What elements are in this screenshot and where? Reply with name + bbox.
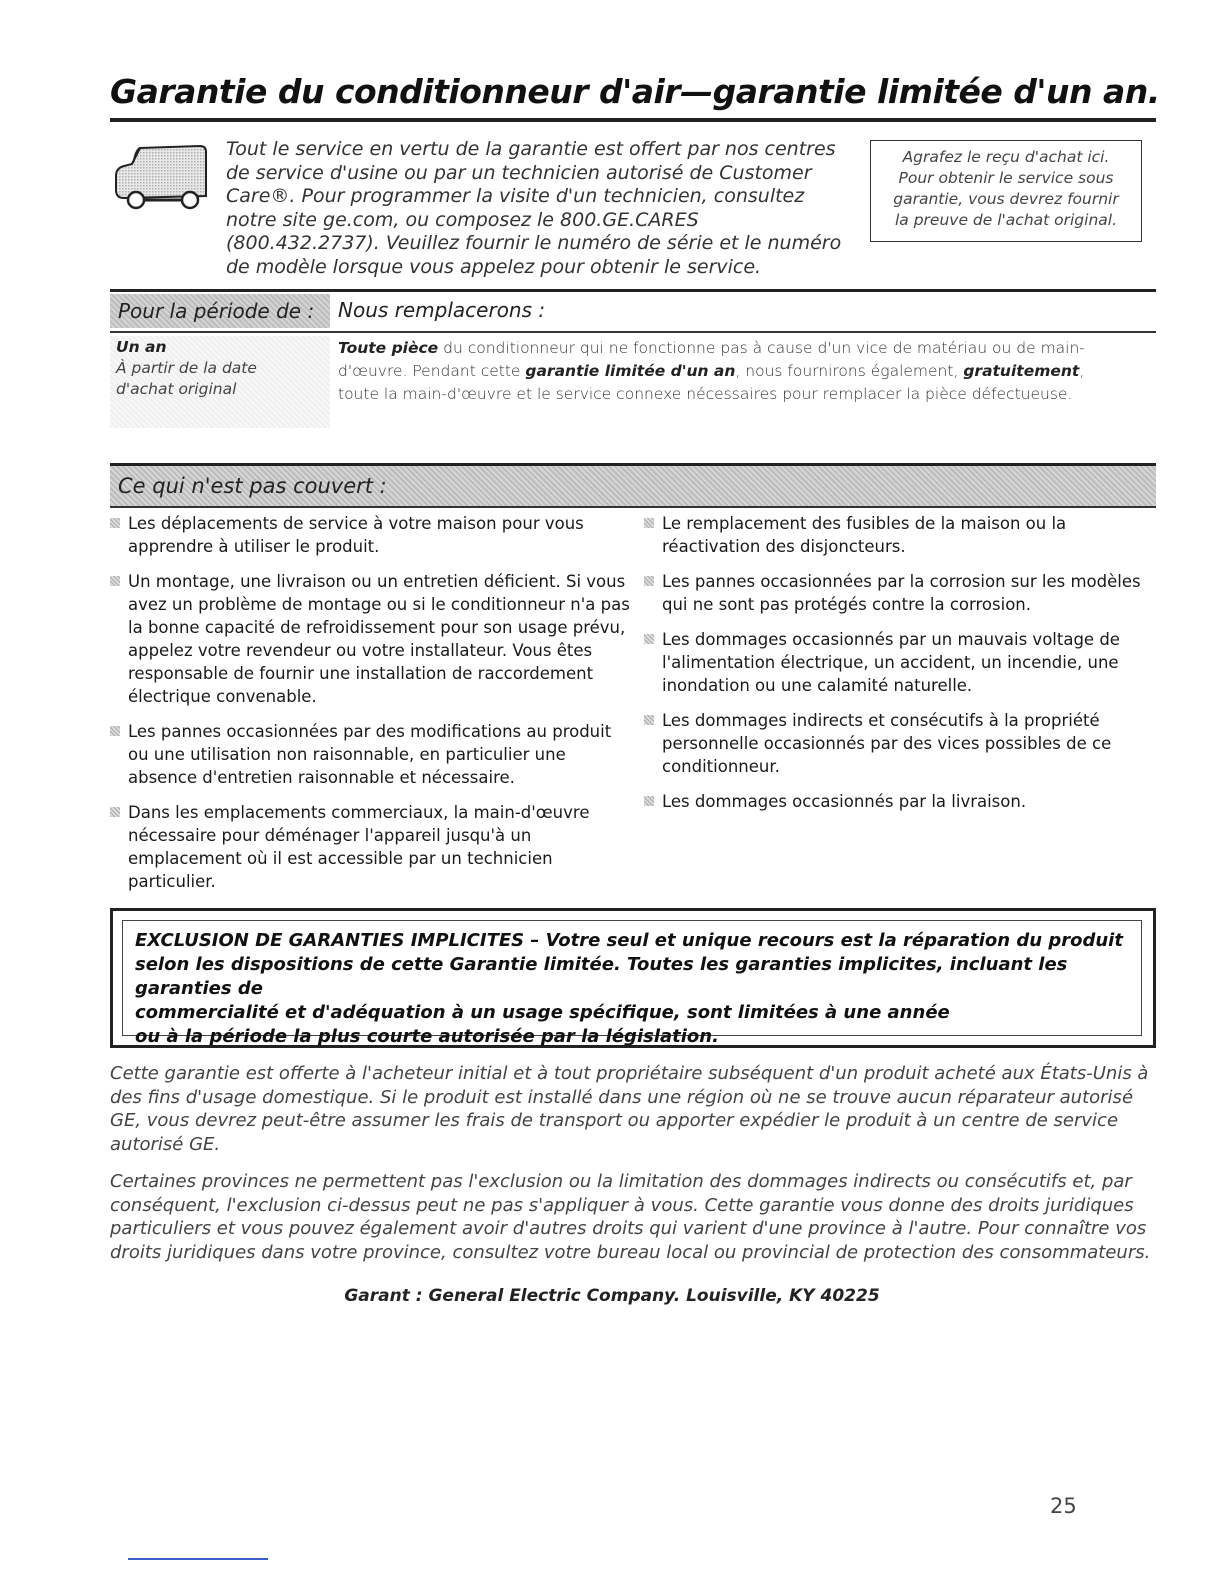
period-line-2: À partir de la date [116, 359, 257, 377]
list-item [644, 512, 1154, 558]
receipt-line-3: garantie, vous devrez fournir [893, 190, 1119, 208]
page-title: Garantie du conditionneur d'air—garantie limitée d'un an. [110, 72, 1160, 111]
page-number: 25 [1050, 1494, 1077, 1518]
bullet-icon [110, 518, 120, 528]
warranty-paragraph-2: Certaines provinces ne permettent pas l'exclusion ou la limitation des dommages indirects ou consécutifs et, par conséquent, l'exclusion ci-dessus peut ne pas s'appliquer à vous. Cette garantie vous donne des droits juridiques particuliers et vous pouvez également avoir d'autres droits qui varient d'une province à l'autre. Pour connaître vos droits juridiques dans votre province, consultez votre bureau local ou provincial de protection des consommateurs. [110, 1171, 1151, 1263]
list-item-text: Les pannes occasionnées par des modifications au produit ou une utilisation non raisonnable, en particulier une absence d'entretien raisonnable et nécessaire. [128, 722, 612, 787]
bullet-icon [110, 576, 120, 586]
list-item-text: Les dommages occasionnés par la livraison. [662, 792, 1027, 811]
bullet-icon [644, 518, 654, 528]
receipt-line-1: Agrafez le reçu d'achat ici. [902, 148, 1110, 166]
replace-bold-3: gratuitement [963, 362, 1080, 380]
list-item [110, 720, 630, 789]
replace-header: Nous remplacerons : [338, 298, 546, 322]
period-cell [116, 337, 257, 400]
exclusion-line-4: ou à la période la plus courte autorisée par la législation. [135, 1026, 719, 1047]
replace-text-2: , nous fournirons également, [735, 362, 964, 380]
bullet-icon [644, 634, 654, 644]
list-item-text: Les dommages occasionnés par un mauvais voltage de l'alimentation électrique, un accident, un incendie, une inondation ou une calamité naturelle. [662, 630, 1120, 695]
replace-cell [338, 337, 1098, 406]
warranty-text [110, 1062, 1156, 1264]
list-item [644, 628, 1154, 697]
list-item-text: Dans les emplacements commerciaux, la main-d'œuvre nécessaire pour déménager l'appareil jusqu'à un emplacement où il est accessible par un technicien particulier. [128, 803, 590, 891]
list-item-text: Les déplacements de service à votre maison pour vous apprendre à utiliser le produit. [128, 514, 584, 556]
service-intro-text: Tout le service en vertu de la garantie est offert par nos centres de service d'usine ou par un technicien autorisé de Customer Care®. Pour programmer la visite d'un technicien, consultez notre site ge.com, ou composez le 800.GE.CARES (800.432.2737). Veuillez fournir le numéro de série et le numéro de modèle lorsque vous appelez pour obtenir le service. [226, 138, 842, 278]
exclusion-line-2: selon les dispositions de cette Garantie limitée. Toutes les garanties implicites, incluant les garanties de [135, 954, 1068, 999]
replace-bold-2: garantie limitée d'un an [525, 362, 736, 380]
bullet-icon [644, 796, 654, 806]
bullet-icon [110, 807, 120, 817]
receipt-box [870, 140, 1142, 242]
replace-text-1: du conditionneur qui ne fonctionne pas à cause d'un vice de matériau ou de main-d'œuvre. Pendant cette [338, 339, 1085, 380]
bullet-icon [644, 715, 654, 725]
exclusion-box [122, 920, 1142, 1047]
exclusion-line-1: EXCLUSION DE GARANTIES IMPLICITES – Votre seul et unique recours est la réparation du produit [135, 930, 1123, 951]
list-item-text: Les dommages indirects et consécutifs à la propriété personnelle occasionnés par des vices possibles de ce conditionneur. [662, 711, 1112, 776]
list-item [644, 790, 1154, 813]
bullet-icon [644, 576, 654, 586]
warrantor-line: Garant : General Electric Company. Louisville, KY 40225 [344, 1286, 880, 1306]
list-item [110, 570, 630, 708]
bullet-icon [110, 726, 120, 736]
replace-bold-1: Toute pièce [338, 339, 439, 357]
list-item [110, 512, 630, 558]
footer-rule [128, 1558, 268, 1560]
period-section-rule [110, 289, 1156, 292]
replace-text-3: , toute la main-d'œuvre et le service connexe nécessaires pour remplacer la pièce défectueuse. [338, 362, 1085, 403]
period-header-rule [110, 331, 1156, 333]
list-item [110, 801, 630, 893]
not-covered-right-list [644, 512, 1154, 825]
list-item-text: Le remplacement des fusibles de la maison ou la réactivation des disjoncteurs. [662, 514, 1067, 556]
exclusion-line-3: commercialité et d'adéquation à un usage spécifique, sont limitées à une année [135, 1002, 950, 1023]
list-item [644, 709, 1154, 778]
not-covered-bottom-rule [110, 506, 1156, 508]
not-covered-header: Ce qui n'est pas couvert : [110, 466, 1156, 506]
period-label: Un an [116, 338, 167, 356]
list-item-text: Les pannes occasionnées par la corrosion sur les modèles qui ne sont pas protégés contre la corrosion. [662, 572, 1141, 614]
not-covered-left-list [110, 512, 630, 905]
period-header: Pour la période de : [110, 294, 330, 328]
period-line-3: d'achat original [116, 380, 237, 398]
receipt-line-2: Pour obtenir le service sous [898, 169, 1114, 187]
title-rule [110, 118, 1156, 122]
receipt-line-4: la preuve de l'achat original. [894, 211, 1118, 229]
warranty-paragraph-1: Cette garantie est offerte à l'acheteur initial et à tout propriétaire subséquent d'un produit acheté aux États-Unis à des fins d'usage domestique. Si le produit est installé dans une région où ne se trouve aucun réparateur autorisé GE, vous devrez peut-être assumer les frais de transport ou apporter expédier le produit à un centre de service autorisé GE. [110, 1063, 1149, 1155]
service-van-icon [110, 140, 210, 212]
list-item [644, 570, 1154, 616]
list-item-text: Un montage, une livraison ou un entretien déficient. Si vous avez un problème de montage ou si le conditionneur n'a pas la bonne capacité de refroidissement pour son usage prévu, appelez votre revendeur ou votre installateur. Vous êtes responsable de fournir une installation de raccordement électrique convenable. [128, 572, 630, 706]
